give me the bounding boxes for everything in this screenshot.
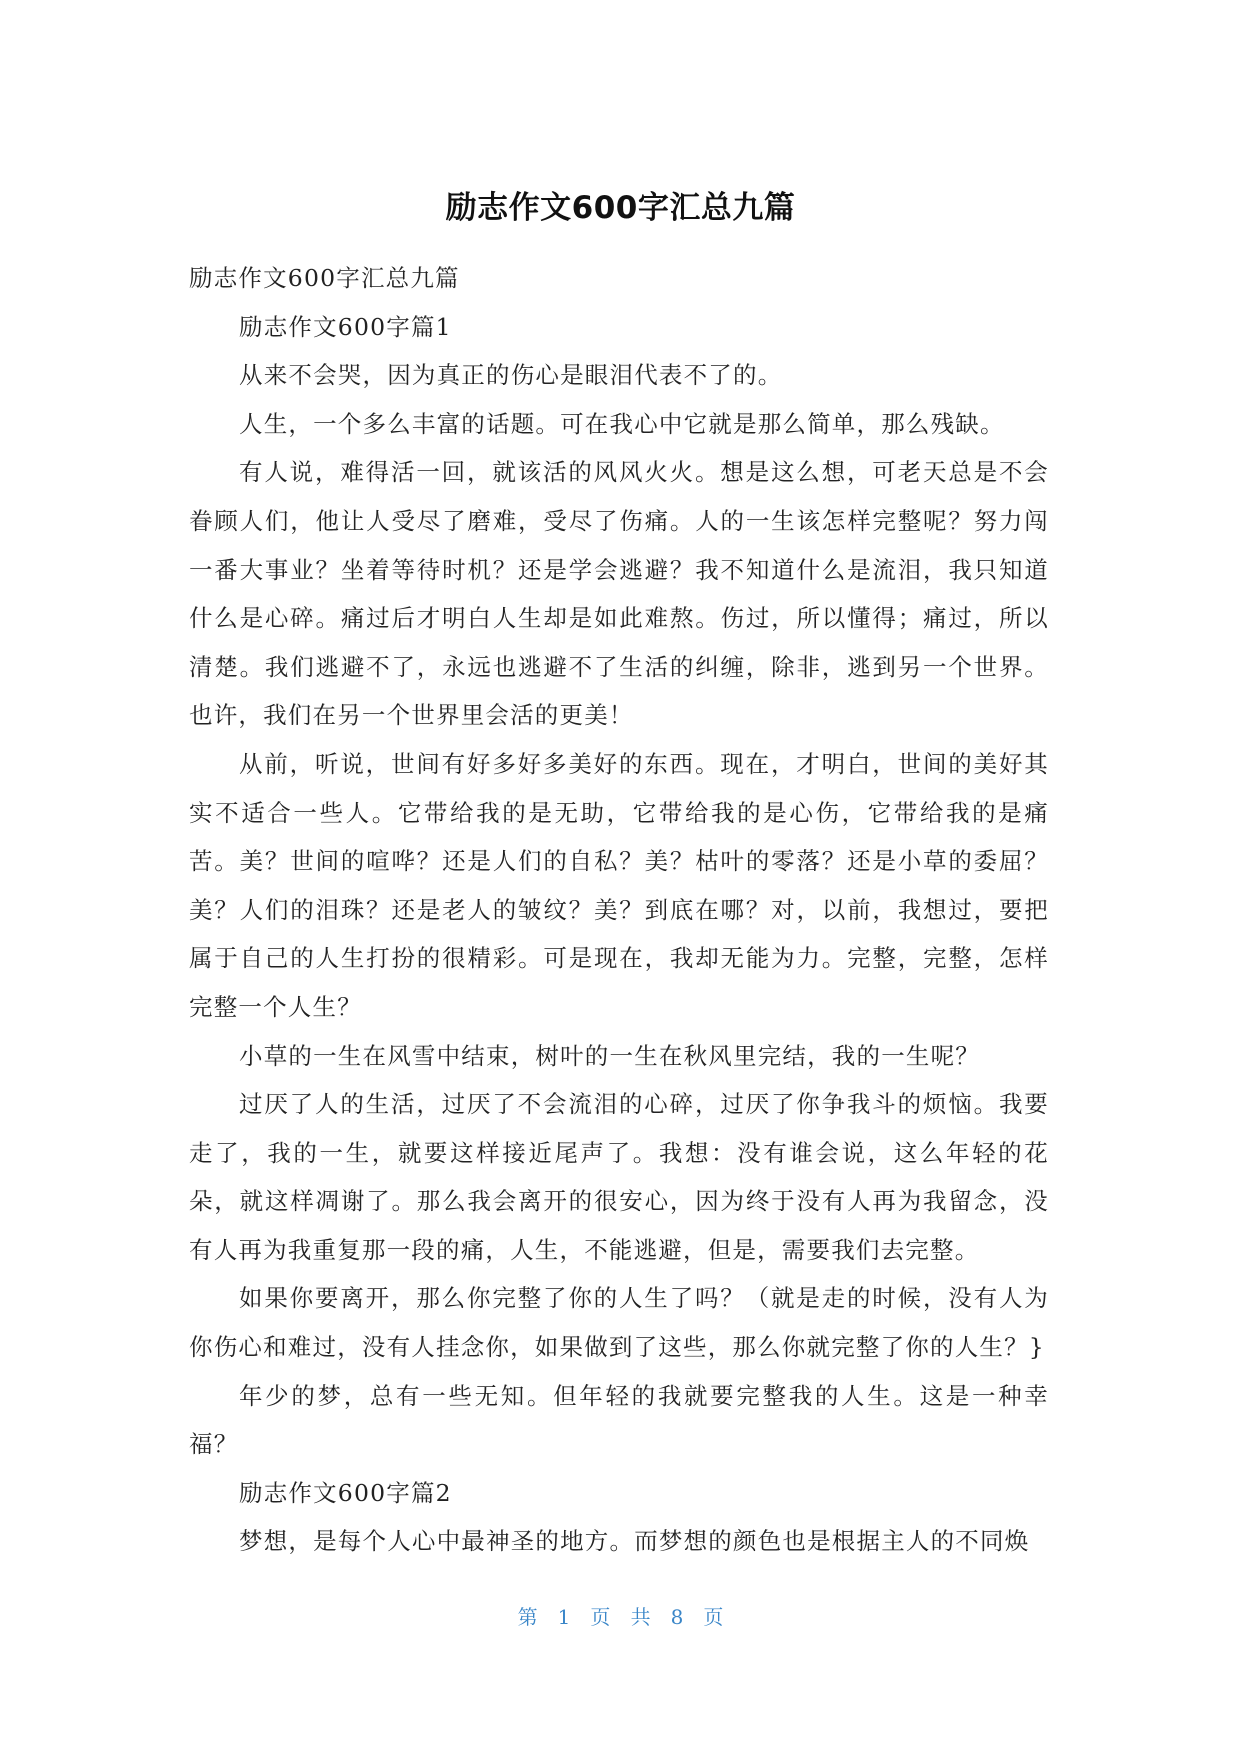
footer-page-number: 1 — [557, 1605, 571, 1629]
paragraph: 如果你要离开，那么你完整了你的人生了吗？（就是走的时候，没有人为你伤心和难过，没有人挂念你，如果做到了这些，那么你就完整了你的人生？} — [189, 1284, 1049, 1362]
paragraph: 从来不会哭，因为真正的伤心是眼泪代表不了的。 — [239, 361, 783, 390]
paragraph: 梦想，是每个人心中最神圣的地方。而梦想的颜色也是根据主人的不同焕 — [239, 1527, 1030, 1556]
paragraph: 人生，一个多么丰富的话题。可在我心中它就是那么简单，那么残缺。 — [239, 409, 1005, 438]
document-title: 励志作文600字汇总九篇 — [445, 190, 796, 226]
section-heading: 励志作文600字篇1 — [239, 312, 452, 341]
paragraph: 有人说，难得活一回，就该活的风风火火。想是这么想，可老天总是不会眷顾人们，他让人受尽了磨难，受尽了伤痛。人的一生该怎样完整呢？努力闯一番大事业？坐着等待时机？还是学会逃避？我不知道什么是流泪，我只知道什么是心碎。痛过后才明白人生却是如此难熬。伤过，所以懂得；痛过，所以清楚。我们逃避不了，永远也逃避不了生活的纠缠，除非，逃到另一个世界。也许，我们在另一个世界里会活的更美！ — [189, 458, 1049, 730]
paragraph: 小草的一生在风雪中结束，树叶的一生在秋风里完结，我的一生呢？ — [239, 1041, 980, 1070]
document-subtitle: 励志作文600字汇总九篇 — [189, 264, 460, 292]
paragraph: 年少的梦，总有一些无知。但年轻的我就要完整我的人生。这是一种幸福？ — [189, 1381, 1049, 1459]
section-heading: 励志作文600字篇2 — [239, 1478, 452, 1507]
footer-total-pages: 8 — [670, 1605, 684, 1629]
document-body — [189, 254, 1049, 1566]
page-footer — [0, 1603, 1241, 1631]
footer-prefix: 第 — [517, 1605, 538, 1629]
footer-middle: 页 共 — [590, 1605, 651, 1629]
paragraph: 从前，听说，世间有好多好多美好的东西。现在，才明白，世间的美好其实不适合一些人。它带给我的是无助，它带给我的是心伤，它带给我的是痛苦。美？世间的喧哗？还是人们的自私？美？枯叶的零落？还是小草的委屈？美？人们的泪珠？还是老人的皱纹？美？到底在哪？对，以前，我想过，要把属于自己的人生打扮的很精彩。可是现在，我却无能为力。完整，完整，怎样完整一个人生？ — [189, 749, 1049, 1021]
footer-suffix: 页 — [703, 1605, 724, 1629]
paragraph: 过厌了人的生活，过厌了不会流泪的心碎，过厌了你争我斗的烦恼。我要走了，我的一生，就要这样接近尾声了。我想：没有谁会说，这么年轻的花朵，就这样凋谢了。那么我会离开的很安心，因为终于没有人再为我留念，没有人再为我重复那一段的痛，人生，不能逃避，但是，需要我们去完整。 — [189, 1090, 1049, 1264]
